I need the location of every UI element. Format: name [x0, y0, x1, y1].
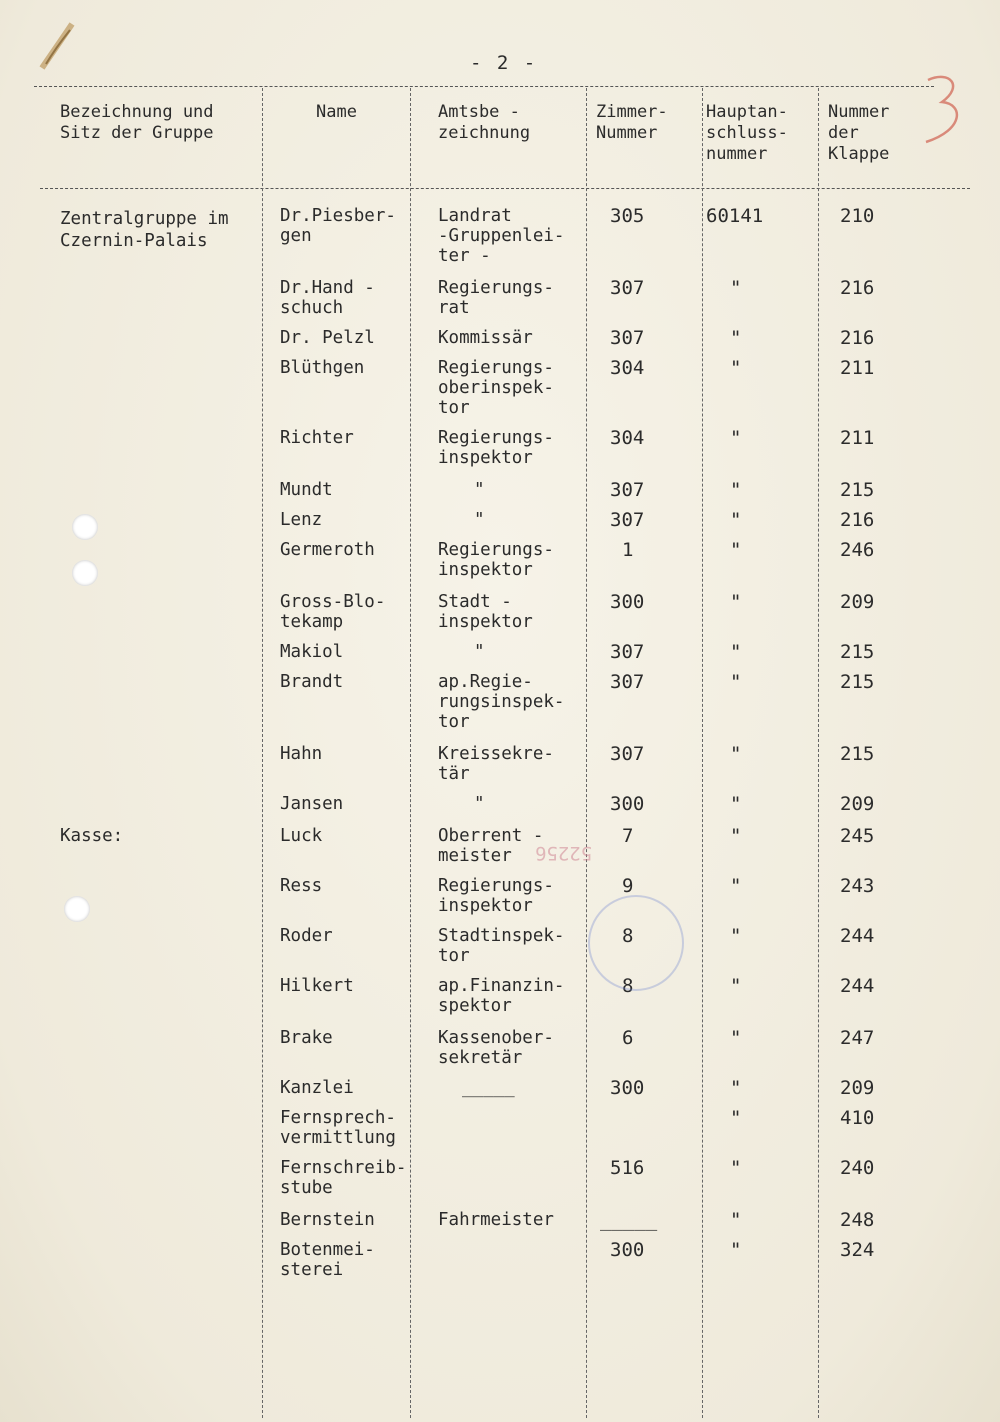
cell-main-line: " — [730, 1027, 742, 1049]
cell-title: Landrat -Gruppenlei- ter - — [438, 206, 565, 266]
cell-name: Germeroth — [280, 540, 375, 560]
cell-title: Fahrmeister — [438, 1210, 554, 1230]
cell-room: 307 — [610, 327, 645, 349]
cell-flap: 211 — [840, 357, 875, 379]
cell-room: 300 — [610, 1239, 645, 1261]
cell-title: Kommissär — [438, 328, 533, 348]
cell-name: Lenz — [280, 510, 323, 530]
cell-flap: 243 — [840, 875, 875, 897]
cell-flap: 216 — [840, 277, 875, 299]
cell-room: 307 — [610, 743, 645, 765]
cell-main-line: " — [730, 479, 742, 501]
cell-flap: 215 — [840, 479, 875, 501]
group-label-kasse: Kasse: — [60, 826, 124, 846]
cell-main-line: " — [730, 671, 742, 693]
cell-flap: 209 — [840, 591, 875, 613]
cell-name: Roder — [280, 926, 333, 946]
cell-title: ap.Finanzin- spektor — [438, 976, 565, 1016]
cell-title: Regierungs- inspektor — [438, 428, 554, 468]
cell-name: Fernschreib- stube — [280, 1158, 407, 1198]
header-room: Zimmer- Nummer — [596, 102, 668, 143]
cell-flap: 240 — [840, 1157, 875, 1179]
header-flap: Nummer der Klappe — [828, 102, 890, 164]
cell-main-line: " — [730, 925, 742, 947]
cell-flap: 216 — [840, 509, 875, 531]
cell-flap: 244 — [840, 975, 875, 997]
cell-name: Dr.Hand - schuch — [280, 278, 375, 318]
cell-name: Ress — [280, 876, 323, 896]
cell-name: Fernsprech- vermittlung — [280, 1108, 396, 1148]
cell-flap: 215 — [840, 743, 875, 765]
column-divider-4 — [702, 88, 703, 1418]
cell-name: Dr. Pelzl — [280, 328, 375, 348]
column-divider-3 — [586, 88, 587, 1418]
header-name: Name — [316, 102, 357, 122]
cell-main-line: " — [730, 793, 742, 815]
cell-main-line: " — [730, 975, 742, 997]
cell-room: 300 — [610, 591, 645, 613]
cell-main-line: " — [730, 427, 742, 449]
punch-hole — [72, 560, 98, 586]
cell-title: Kassenober- sekretär — [438, 1028, 554, 1068]
cell-name: Gross-Blo- tekamp — [280, 592, 386, 632]
cell-title: Regierungs- inspektor — [438, 540, 554, 580]
header-title: Amtsbe - zeichnung — [438, 102, 531, 143]
cell-main-line: " — [730, 277, 742, 299]
cell-flap: 248 — [840, 1209, 875, 1231]
cell-main-line: " — [730, 1107, 742, 1129]
cell-room: 7 — [622, 825, 634, 847]
cell-name: Luck — [280, 826, 323, 846]
group-label-zentral: Zentralgruppe im Czernin-Palais — [60, 209, 229, 251]
faint-stamp-icon — [588, 895, 684, 991]
cell-name: Richter — [280, 428, 354, 448]
cell-name: Bernstein — [280, 1210, 375, 1230]
cell-name: Dr.Piesber- gen — [280, 206, 396, 246]
page-number: - 2 - — [470, 52, 538, 74]
cell-flap: 244 — [840, 925, 875, 947]
cell-title: ap.Regie- rungsinspek- tor — [438, 672, 565, 732]
cell-room: 305 — [610, 205, 645, 227]
punch-hole — [72, 514, 98, 540]
cell-room: 1 — [622, 539, 634, 561]
stamp-number: 52256 — [535, 842, 593, 864]
cell-main-line: " — [730, 641, 742, 663]
cell-name: Botenmei- sterei — [280, 1240, 375, 1280]
cell-name: Makiol — [280, 642, 344, 662]
cell-flap: 209 — [840, 793, 875, 815]
cell-main-line: " — [730, 357, 742, 379]
cell-title: Stadt - inspektor — [438, 592, 533, 632]
cell-room: 307 — [610, 509, 645, 531]
cell-name: Hilkert — [280, 976, 354, 996]
cell-flap: 215 — [840, 671, 875, 693]
cell-room: 307 — [610, 479, 645, 501]
cell-name: Brandt — [280, 672, 344, 692]
cell-title: " — [474, 794, 485, 814]
cell-flap: 324 — [840, 1239, 875, 1261]
cell-title: " — [474, 510, 485, 530]
cell-flap: 211 — [840, 427, 875, 449]
cell-main-line: " — [730, 327, 742, 349]
cell-room: 307 — [610, 671, 645, 693]
cell-main-line: " — [730, 1239, 742, 1261]
cell-title: Stadtinspek- tor — [438, 926, 565, 966]
cell-main-line: " — [730, 509, 742, 531]
cell-name: Mundt — [280, 480, 333, 500]
cell-room: 307 — [610, 277, 645, 299]
cell-room: 304 — [610, 357, 645, 379]
cell-name: Hahn — [280, 744, 323, 764]
cell-flap: 245 — [840, 825, 875, 847]
cell-main-line: 60141 — [706, 205, 764, 227]
cell-main-line: " — [730, 539, 742, 561]
column-divider-5 — [818, 88, 819, 1418]
header-main-line: Hauptan- schluss- nummer — [706, 102, 788, 164]
stain-mark-icon — [32, 18, 92, 78]
cell-room: 300 — [610, 1077, 645, 1099]
cell-name: Blüthgen — [280, 358, 365, 378]
table-top-rule — [34, 86, 934, 87]
cell-main-line: " — [730, 1157, 742, 1179]
column-divider-1 — [262, 88, 263, 1418]
cell-room: 8 — [622, 975, 634, 997]
cell-room: 6 — [622, 1027, 634, 1049]
cell-room: 307 — [610, 641, 645, 663]
cell-room: 516 — [610, 1157, 645, 1179]
cell-flap: 210 — [840, 205, 875, 227]
cell-title: Oberrent - meister — [438, 826, 544, 866]
column-divider-2 — [410, 88, 411, 1418]
cell-title: _____ — [462, 1078, 515, 1098]
cell-flap: 410 — [840, 1107, 875, 1129]
cell-main-line: " — [730, 591, 742, 613]
cell-room: 300 — [610, 793, 645, 815]
cell-flap: 209 — [840, 1077, 875, 1099]
cell-title: Regierungs- rat — [438, 278, 554, 318]
cell-room: 8 — [622, 925, 634, 947]
cell-title: Kreissekre- tär — [438, 744, 554, 784]
cell-room: 304 — [610, 427, 645, 449]
cell-title: " — [474, 480, 485, 500]
cell-name: Jansen — [280, 794, 344, 814]
header-group: Bezeichnung und Sitz der Gruppe — [60, 102, 214, 143]
cell-name: Kanzlei — [280, 1078, 354, 1098]
punch-hole — [64, 896, 90, 922]
cell-flap: 247 — [840, 1027, 875, 1049]
cell-room: 9 — [622, 875, 634, 897]
cell-name: Brake — [280, 1028, 333, 1048]
cell-main-line: " — [730, 1209, 742, 1231]
cell-main-line: " — [730, 825, 742, 847]
header-bottom-rule — [40, 188, 970, 189]
cell-room: _____ — [600, 1209, 658, 1231]
cell-flap: 215 — [840, 641, 875, 663]
cell-title: Regierungs- oberinspek- tor — [438, 358, 554, 418]
cell-flap: 216 — [840, 327, 875, 349]
cell-main-line: " — [730, 875, 742, 897]
handwritten-mark-icon — [920, 72, 970, 152]
cell-flap: 246 — [840, 539, 875, 561]
cell-title: Regierungs- inspektor — [438, 876, 554, 916]
cell-main-line: " — [730, 1077, 742, 1099]
cell-title: " — [474, 642, 485, 662]
cell-main-line: " — [730, 743, 742, 765]
